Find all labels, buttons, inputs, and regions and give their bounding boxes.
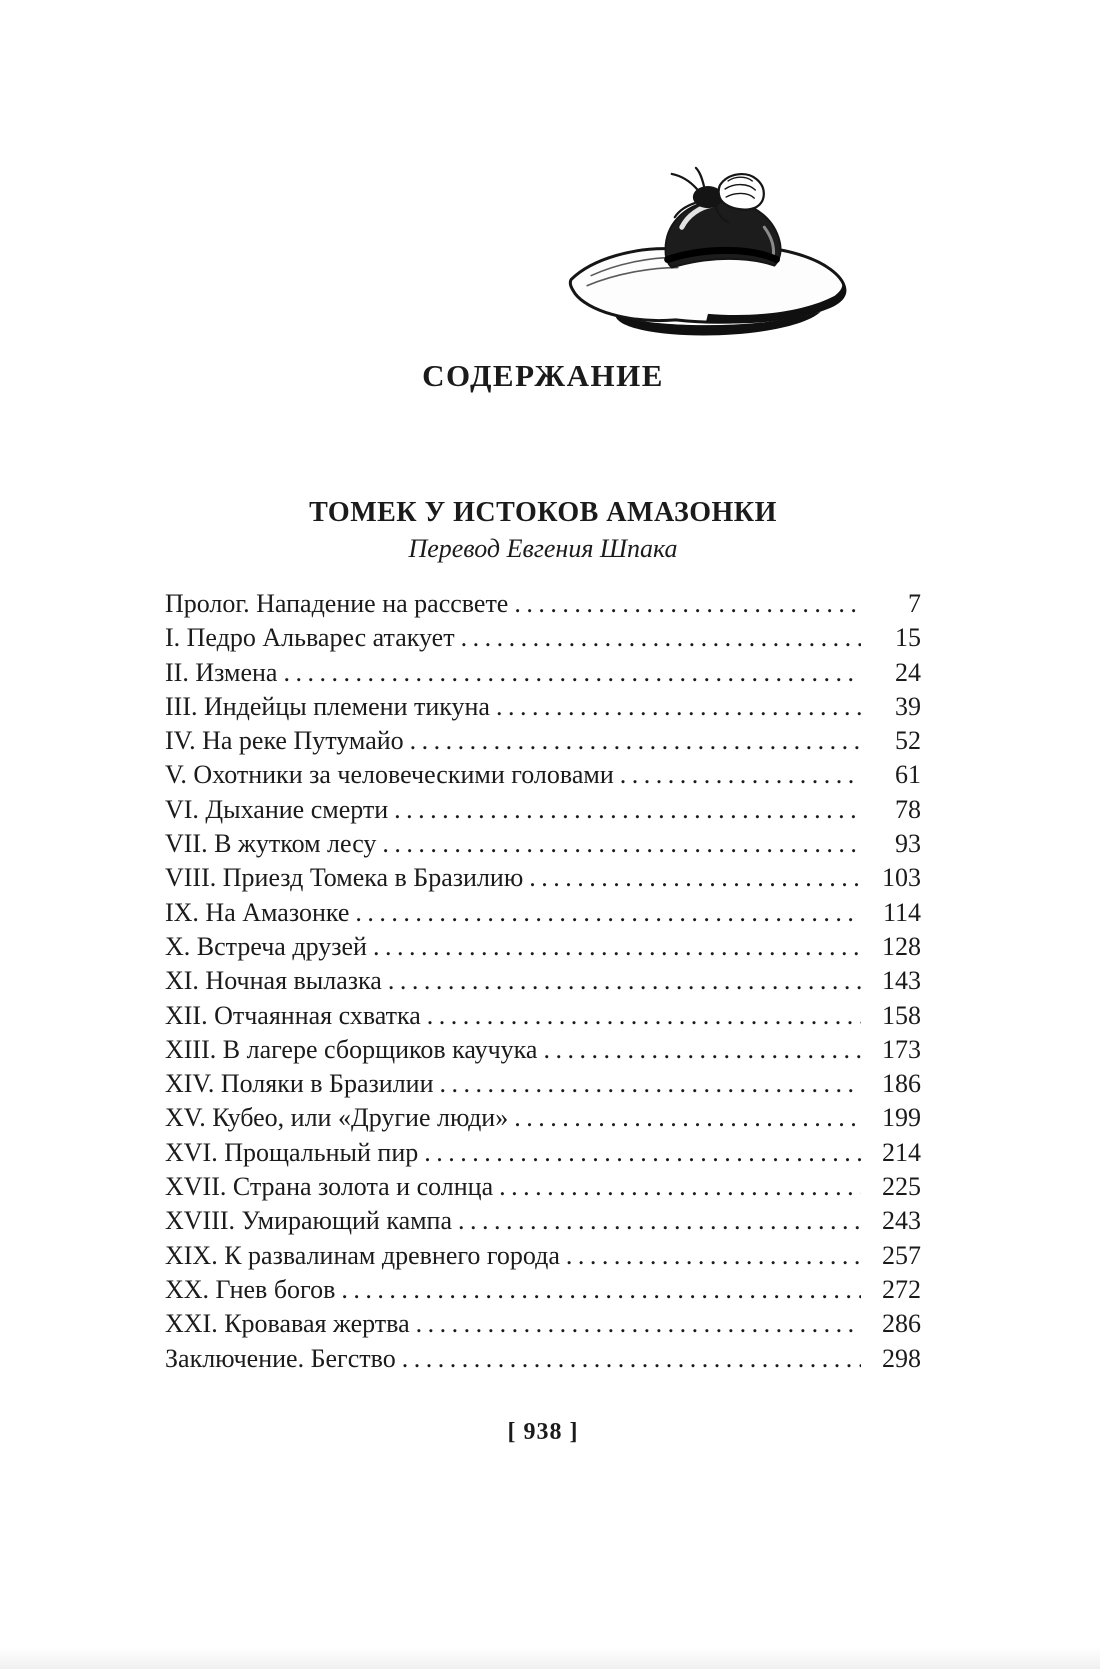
toc-entry-page: 52 <box>895 726 921 756</box>
toc-entry <box>165 1204 921 1238</box>
toc-entry-page: 78 <box>895 794 921 824</box>
toc-entry-page: 39 <box>895 691 921 721</box>
toc-entry-title: V. Охотники за человеческими головами <box>165 760 614 790</box>
toc-entry-title: IX. На Амазонке <box>165 897 350 927</box>
toc-entry-title: IV. На реке Путумайо <box>165 726 404 756</box>
toc-entry <box>165 724 921 758</box>
toc-leader-dots <box>566 1239 861 1273</box>
toc-entry-page: 173 <box>882 1034 921 1064</box>
toc-entry <box>165 587 921 621</box>
toc-entry <box>165 1067 921 1101</box>
toc-entry-page: 214 <box>882 1137 921 1167</box>
toc-leader-dots <box>458 1204 861 1238</box>
toc-entry <box>165 1136 921 1170</box>
toc-leader-dots <box>496 690 861 724</box>
toc-entry <box>165 656 921 690</box>
toc-entry-title: XX. Гнев богов <box>165 1274 336 1304</box>
toc-entry-page: 298 <box>882 1343 921 1373</box>
toc-entry <box>165 999 921 1033</box>
toc-entry-title: XVI. Прощальный пир <box>165 1137 419 1167</box>
toc-leader-dots <box>394 793 861 827</box>
toc-entry-page: 225 <box>882 1172 921 1202</box>
toc-entry-title: XV. Кубео, или «Другие люди» <box>165 1103 509 1133</box>
toc-entry-page: 243 <box>882 1206 921 1236</box>
toc-entry-page: 143 <box>882 966 921 996</box>
toc-leader-dots <box>529 861 861 895</box>
toc-leader-dots <box>341 1273 861 1307</box>
toc-leader-dots <box>620 758 861 792</box>
toc-entry <box>165 1342 921 1376</box>
toc-entry <box>165 930 921 964</box>
toc-entry-title: VII. В жутком лесу <box>165 829 377 859</box>
toc-entry-page: 186 <box>882 1069 921 1099</box>
toc-entry-title: X. Встреча друзей <box>165 931 367 961</box>
toc-entry <box>165 1273 921 1307</box>
toc-list <box>165 587 921 1376</box>
toc-entry <box>165 690 921 724</box>
toc-entry-page: 257 <box>882 1240 921 1270</box>
toc-entry <box>165 827 921 861</box>
toc-entry-page: 114 <box>882 897 921 927</box>
toc-leader-dots <box>373 930 861 964</box>
toc-entry-title: XVIII. Умирающий кампа <box>165 1206 453 1236</box>
page-content-column <box>165 0 921 1669</box>
toc-entry-page: 158 <box>882 1000 921 1030</box>
toc-entry <box>165 1307 921 1341</box>
toc-entry-page: 61 <box>895 760 921 790</box>
toc-entry-title: I. Педро Альварес атакует <box>165 623 455 653</box>
toc-leader-dots <box>543 1033 861 1067</box>
toc-leader-dots <box>514 587 861 621</box>
toc-entry-page: 7 <box>908 589 921 618</box>
toc-entry-title: XII. Отчаянная схватка <box>165 1000 421 1030</box>
toc-entry <box>165 793 921 827</box>
toc-entry-page: 15 <box>895 623 921 653</box>
toc-leader-dots <box>388 964 861 998</box>
toc-entry <box>165 758 921 792</box>
toc-entry-page: 103 <box>882 863 921 893</box>
section-title: ТОМЕК У ИСТОКОВ АМАЗОНКИ <box>309 497 777 528</box>
toc-entry <box>165 896 921 930</box>
toc-leader-dots <box>514 1101 861 1135</box>
toc-entry <box>165 1033 921 1067</box>
toc-entry-page: 128 <box>882 931 921 961</box>
toc-entry <box>165 1101 921 1135</box>
toc-entry <box>165 861 921 895</box>
toc-entry-page: 93 <box>895 829 921 859</box>
toc-entry-title: XI. Ночная вылазка <box>165 966 382 996</box>
page-number: [ 938 ] <box>507 1419 579 1445</box>
toc-leader-dots <box>424 1136 861 1170</box>
toc-leader-dots <box>283 656 861 690</box>
toc-entry-title: Пролог. Нападение на рассвете <box>165 589 509 618</box>
toc-leader-dots <box>416 1307 861 1341</box>
toc-entry-page: 286 <box>882 1309 921 1339</box>
toc-entry-title: XIII. В лагере сборщиков каучука <box>165 1034 538 1064</box>
toc-leader-dots <box>402 1342 861 1376</box>
toc-entry-title: VIII. Приезд Томека в Бразилию <box>165 863 524 893</box>
toc-entry-title: VI. Дыхание смерти <box>165 794 389 824</box>
hat-with-beetle-icon <box>557 166 869 364</box>
toc-entry-page: 24 <box>895 657 921 687</box>
section-subtitle: Перевод Евгения Шпака <box>408 534 678 563</box>
toc-entry <box>165 1239 921 1273</box>
contents-heading: СОДЕРЖАНИЕ <box>422 358 664 393</box>
toc-entry <box>165 621 921 655</box>
toc-leader-dots <box>355 896 861 930</box>
toc-leader-dots <box>427 999 861 1033</box>
toc-entry <box>165 964 921 998</box>
toc-entry-title: II. Измена <box>165 657 278 687</box>
toc-entry-title: XVII. Страна золота и солнца <box>165 1172 494 1202</box>
toc-entry-title: XIV. Поляки в Бразилии <box>165 1069 434 1099</box>
toc-entry-page: 272 <box>882 1274 921 1304</box>
toc-leader-dots <box>382 827 861 861</box>
toc-entry-title: XIX. К развалинам древнего города <box>165 1240 560 1270</box>
toc-entry-title: Заключение. Бегство <box>165 1343 396 1373</box>
toc-entry <box>165 1170 921 1204</box>
toc-leader-dots <box>461 621 861 655</box>
toc-leader-dots <box>440 1067 861 1101</box>
toc-entry-page: 199 <box>882 1103 921 1133</box>
toc-entry-title: III. Индейцы племени тикуна <box>165 691 490 721</box>
toc-leader-dots <box>499 1170 861 1204</box>
toc-leader-dots <box>410 724 861 758</box>
toc-entry-title: XXI. Кровавая жертва <box>165 1309 410 1339</box>
